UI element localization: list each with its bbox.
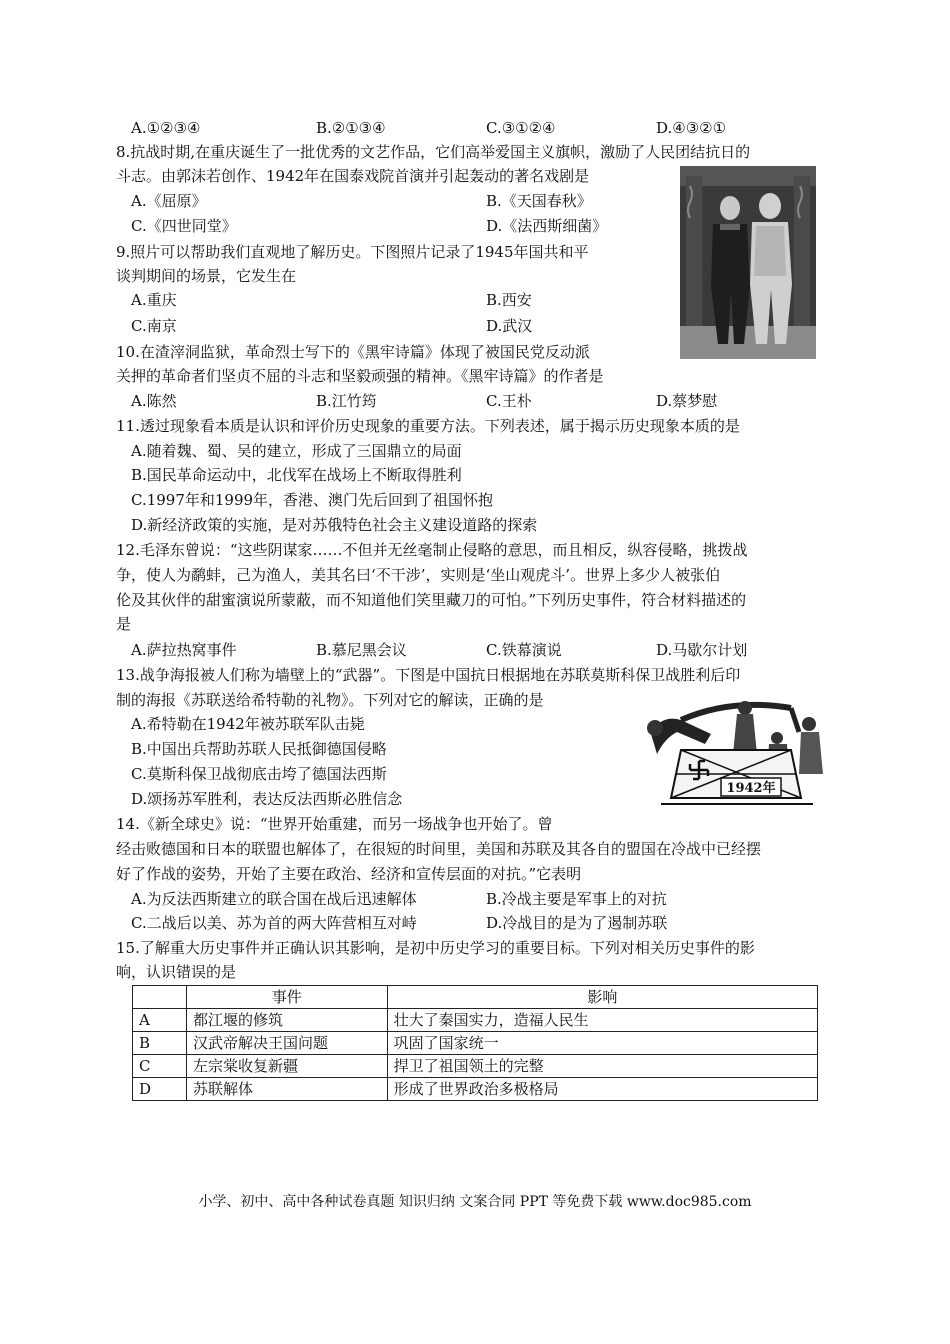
q13-option-b: B.中国出兵帮助苏联人民抵御德国侵略	[131, 740, 387, 758]
chongqing-negotiation-photo	[680, 166, 816, 359]
table-cell-impact: 壮大了秦国实力，造福人民生	[387, 1009, 817, 1032]
table-cell-option: D	[133, 1078, 187, 1101]
q14-option-c: C.二战后以美、苏为首的两大阵营相互对峙	[131, 914, 417, 932]
q11-option-a: A.随着魏、蜀、吴的建立，形成了三国鼎立的局面	[131, 442, 462, 460]
q8-option-b: B.《天国春秋》	[486, 192, 592, 210]
q8-stem-line1: 8.抗战时期,在重庆诞生了一批优秀的文艺作品，它们高举爱国主义旗帜，激励了人民团结抗日的	[116, 143, 751, 161]
page-footer: 小学、初中、高中各种试卷真题 知识归纳 文案合同 PPT 等免费下载 www.doc985.com	[198, 1194, 752, 1210]
q7-option-d: D.④③②①	[656, 119, 727, 137]
q13-stem-line2: 制的海报《苏联送给希特勒的礼物》。下列对它的解读，正确的是	[116, 691, 544, 709]
q13-option-c: C.莫斯科保卫战彻底击垮了德国法西斯	[131, 765, 387, 783]
q8-option-c: C.《四世同堂》	[131, 217, 237, 235]
table-cell-event: 左宗棠收复新疆	[186, 1055, 387, 1078]
q9-stem-line2: 谈判期间的场景，它发生在	[116, 267, 297, 285]
q15-stem-line1: 15.了解重大历史事件并正确认识其影响，是初中历史学习的重要目标。下列对相关历史事件的影	[116, 939, 755, 957]
q9-option-b: B.西安	[486, 291, 532, 309]
q10-option-b: B.江竹筠	[316, 392, 377, 410]
q9-option-a: A.重庆	[131, 291, 177, 309]
q8-stem-line2: 斗志。由郭沫若创作、1942年在国泰戏院首演并引起轰动的著名戏剧是	[116, 167, 590, 185]
table-header-event: 事件	[186, 986, 387, 1009]
poster-year-label: 1942年	[726, 781, 776, 796]
q12-option-c: C.铁幕演说	[486, 641, 562, 659]
q14-stem-line1: 14.《新全球史》说：“世界开始重建，而另一场战争也开始了。曾	[116, 815, 553, 833]
table-cell-impact: 巩固了国家统一	[387, 1032, 817, 1055]
poster-illustration	[641, 694, 830, 810]
q14-option-b: B.冷战主要是军事上的对抗	[486, 890, 667, 908]
q7-option-c: C.③①②④	[486, 119, 556, 137]
table-header-impact: 影响	[387, 986, 817, 1009]
q15-stem-line2: 响，认识错误的是	[116, 963, 237, 981]
q12-option-b: B.慕尼黑会议	[316, 641, 407, 659]
q12-stem-line3: 伦及其伙伴的甜蜜演说所蒙蔽，而不知道他们笑里藏刀的可怕。”下列历史事件，符合材料描述的	[116, 591, 747, 609]
q13-option-a: A.希特勒在1942年被苏联军队击毙	[131, 715, 365, 733]
table-cell-impact: 形成了世界政治多极格局	[387, 1078, 817, 1101]
table-cell-event: 都江堰的修筑	[186, 1009, 387, 1032]
table-cell-option: C	[133, 1055, 187, 1078]
q12-option-a: A.萨拉热窝事件	[131, 641, 237, 659]
q10-option-a: A.陈然	[131, 392, 177, 410]
q10-option-c: C.王朴	[486, 392, 532, 410]
q7-option-b: B.②①③④	[316, 119, 386, 137]
q14-option-d: D.冷战目的是为了遏制苏联	[486, 914, 668, 932]
q11-option-b: B.国民革命运动中，北伐军在战场上不断取得胜利	[131, 466, 462, 484]
q10-option-d: D.蔡梦慰	[656, 392, 718, 410]
q8-option-a: A.《屈原》	[131, 192, 207, 210]
table-cell-option: B	[133, 1032, 187, 1055]
q9-option-d: D.武汉	[486, 317, 533, 335]
table-row	[133, 1078, 818, 1101]
q8-option-d: D.《法西斯细菌》	[486, 217, 608, 235]
q14-stem-line3: 好了作战的姿势，开始了主要在政治、经济和宣传层面的对抗。”它表明	[116, 865, 582, 883]
q13-stem-line1: 13.战争海报被人们称为墙壁上的“武器”。下图是中国抗日根据地在苏联莫斯科保卫战胜利后印	[116, 666, 741, 684]
table-row	[133, 1009, 818, 1032]
q13-option-d: D.颂扬苏军胜利，表达反法西斯必胜信念	[131, 790, 403, 808]
q12-option-d: D.马歇尔计划	[656, 641, 748, 659]
q7-option-a: A.①②③④	[131, 119, 201, 137]
table-header-row	[133, 986, 818, 1009]
photo-illustration	[680, 166, 816, 359]
q14-stem-line2: 经击败德国和日本的联盟也解体了，在很短的时间里，美国和苏联及其各自的盟国在冷战中已经摆	[116, 840, 762, 858]
q11-option-c: C.1997年和1999年，香港、澳门先后回到了祖国怀抱	[131, 491, 494, 509]
table-row	[133, 1032, 818, 1055]
table-cell-event: 汉武帝解决王国问题	[186, 1032, 387, 1055]
table-row	[133, 1055, 818, 1078]
q9-option-c: C.南京	[131, 317, 177, 335]
events-impact-table	[132, 985, 818, 1101]
q10-stem-line1: 10.在渣滓洞监狱，革命烈士写下的《黑牢诗篇》体现了被国民党反动派	[116, 343, 590, 361]
q9-stem-line1: 9.照片可以帮助我们直观地了解历史。下图照片记录了1945年国共和平	[116, 243, 589, 261]
q14-option-a: A.为反法西斯建立的联合国在战后迅速解体	[131, 890, 417, 908]
table-cell-option: A	[133, 1009, 187, 1032]
q12-stem-line2: 争，使人为鹬蚌，己为渔人，美其名曰‘不干涉’，实则是‘坐山观虎斗’。世界上多少人被张伯	[116, 566, 721, 584]
table-header-option	[133, 986, 187, 1009]
q11-stem: 11.透过现象看本质是认识和评价历史现象的重要方法。下列表述，属于揭示历史现象本质的是	[116, 417, 740, 435]
soviet-gift-poster	[641, 694, 830, 810]
q11-option-d: D.新经济政策的实施，是对苏俄特色社会主义建设道路的探索	[131, 516, 538, 534]
q10-stem-line2: 关押的革命者们坚贞不屈的斗志和坚毅顽强的精神。《黑牢诗篇》的作者是	[116, 367, 604, 385]
q12-stem-line4: 是	[116, 615, 132, 633]
table-cell-event: 苏联解体	[186, 1078, 387, 1101]
q12-stem-line1: 12.毛泽东曾说：“这些阴谋家……不但并无丝毫制止侵略的意思，而且相反，纵容侵略，挑拨战	[116, 541, 748, 559]
table-cell-impact: 捍卫了祖国领土的完整	[387, 1055, 817, 1078]
